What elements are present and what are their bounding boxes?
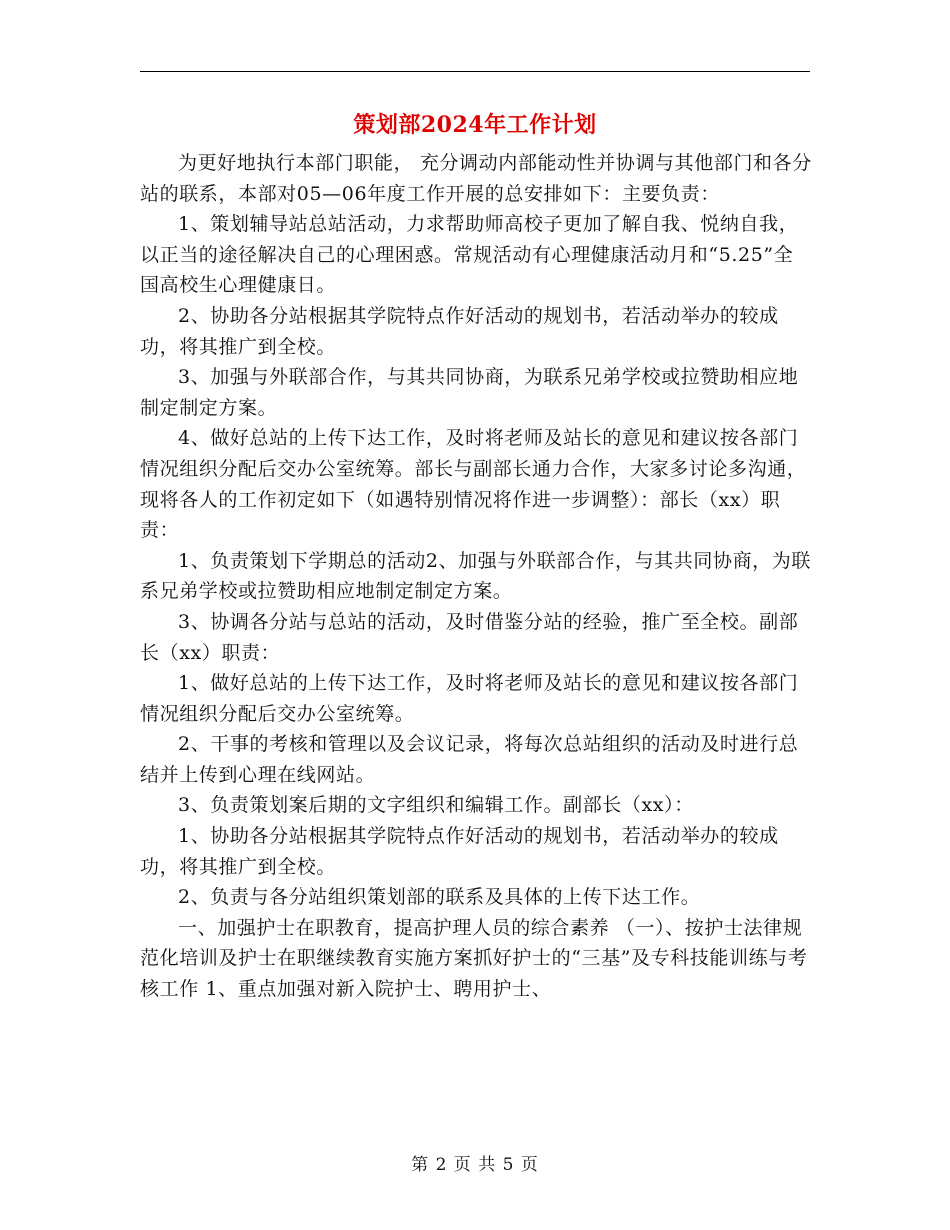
paragraph-item: 4、做好总站的上传下达工作，及时将老师及站长的意见和建议按各部门情况组织分配后交办公室统筹。部长与副部长通力合作，大家多讨论多沟通，现将各人的工作初定如下（如遇特别情况将作进一步调整）：部长（xx）职责：: [140, 427, 807, 542]
paragraph-item: 1、策划辅导站总站活动，力求帮助师高校子更加了解自我、悦纳自我，以正当的途径解决自己的心理困惑。常规活动有心理健康活动月和“5.25”全国高校生心理健康日。: [140, 213, 799, 297]
document-body: [140, 148, 812, 1005]
document-title: 策划部2024年工作计划: [353, 112, 597, 138]
header-rule: [140, 71, 810, 72]
paragraph-item: 2、协助各分站根据其学院特点作好活动的规划书，若活动举办的较成功，将其推广到全校。: [140, 304, 779, 358]
paragraph-item: 1、做好总站的上传下达工作，及时将老师及站长的意见和建议按各部门情况组织分配后交办公室统筹。: [140, 672, 799, 725]
paragraph-item: 3、加强与外联部合作，与其共同协商，为联系兄弟学校或拉赞助相应地制定制定方案。: [140, 366, 799, 419]
paragraph-section: 一、加强护士在职教育，提高护理人员的综合素养 （一）、按护士法律规范化培训及护士在职继续教育实施方案抓好护士的“三基”及专科技能训练与考核工作 1、重点加强对新入院护士、聘用护士、: [140, 916, 808, 1001]
paragraph-item: 1、负责策划下学期总的活动2、加强与外联部合作，与其共同协商，为联系兄弟学校或拉赞助相应地制定制定方案。: [140, 549, 811, 603]
paragraph-item: 3、负责策划案后期的文字组织和编辑工作。副部长（xx）：: [178, 794, 694, 817]
paragraph-item: 2、干事的考核和管理以及会议记录，将每次总站组织的活动及时进行总结并上传到心理在线网站。: [140, 733, 799, 786]
paragraph-item: 2、负责与各分站组织策划部的联系及具体的上传下达工作。: [178, 886, 701, 909]
page-indicator: 第 2 页 共 5 页: [411, 1155, 539, 1175]
paragraph-intro: 为更好地执行本部门职能， 充分调动内部能动性并协调与其他部门和各分站的联系，本部对05—06年度工作开展的总安排如下：主要负责：: [140, 152, 812, 205]
paragraph-item: 1、协助各分站根据其学院特点作好活动的规划书，若活动举办的较成功，将其推广到全校。: [140, 825, 779, 878]
paragraph-item: 3、协调各分站与总站的活动，及时借鉴分站的经验，推广至全校。副部长（xx）职责：: [140, 610, 799, 664]
